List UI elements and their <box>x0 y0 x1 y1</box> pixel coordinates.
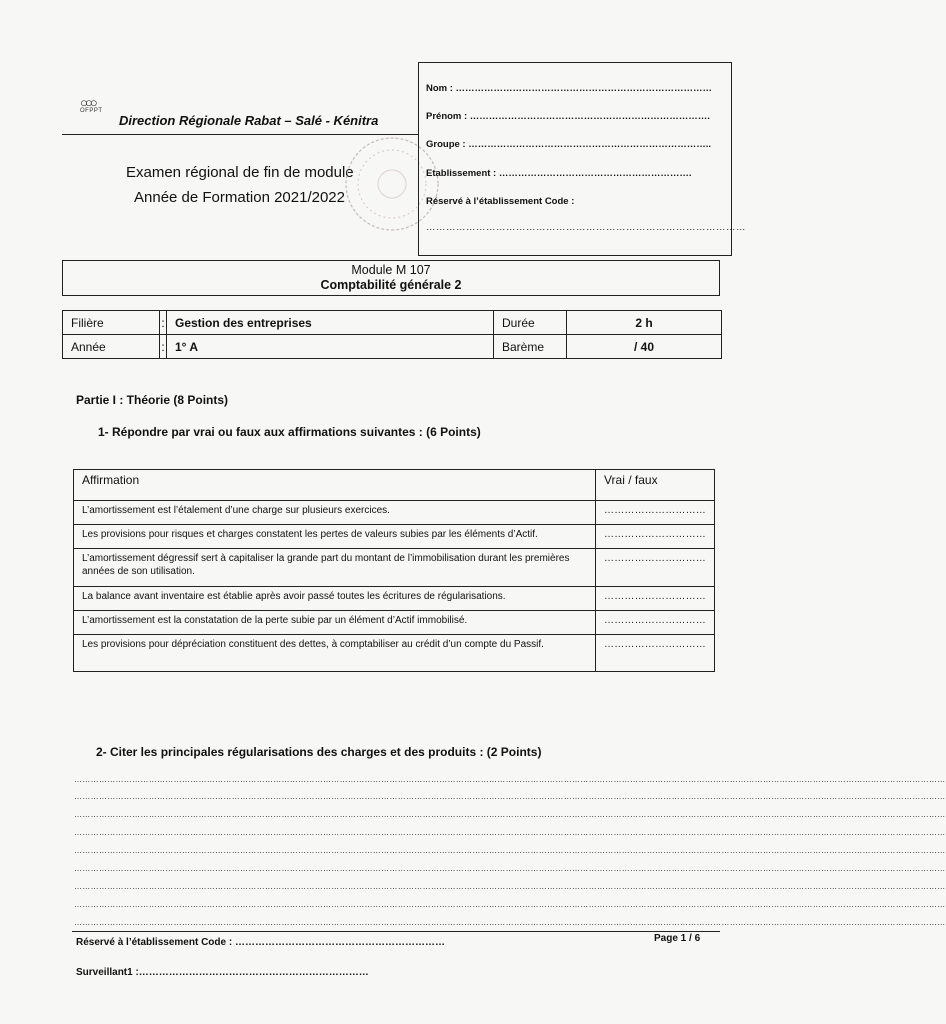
question-2: 2- Citer les principales régularisations des charges et des produits : (2 Points) <box>96 745 542 759</box>
table-row <box>74 587 715 611</box>
bareme-value: / 40 <box>567 335 722 359</box>
answer-line[interactable]: ……………………………………………………………………………………………………………………………………………………………………………………………………………………………………………………………………………………… <box>74 864 946 873</box>
exam-info-table <box>62 310 722 359</box>
nom-field[interactable]: Nom : ……………………………………………………………………… <box>426 83 713 94</box>
footer-reserve-code: Réservé à l’établissement Code : ……………………………………………………… <box>76 937 445 948</box>
exam-title: Examen régional de fin de module <box>126 164 354 181</box>
annee-row <box>63 335 722 359</box>
module-number: Module M 107 <box>351 263 431 277</box>
bareme-label: Barème <box>494 335 567 359</box>
ofppt-logo <box>80 95 110 116</box>
duree-value: 2 h <box>567 311 722 335</box>
etablissement-field[interactable]: Etablissement : ……………………………………………………. <box>426 168 692 179</box>
table-row <box>74 635 715 672</box>
footer-divider <box>72 931 720 932</box>
answer-line[interactable]: ……………………………………………………………………………………………………………………………………………………………………………………………………………………………………………………………………………………… <box>74 810 946 819</box>
affirmation-header: Affirmation <box>74 470 596 501</box>
question-1: 1- Répondre par vrai ou faux aux affirmations suivantes : (6 Points) <box>98 425 481 439</box>
affirmation-text: Les provisions pour risques et charges constatent les pertes de valeurs subies par les éléments d’Actif. <box>74 525 596 549</box>
answer-line[interactable]: ……………………………………………………………………………………………………………………………………………………………………………………………………………………………………………………………………………………… <box>74 918 946 927</box>
answer-line[interactable]: ……………………………………………………………………………………………………………………………………………………………………………………………………………………………………………………………………………………… <box>74 792 946 801</box>
affirmation-text: L’amortissement dégressif sert à capitaliser la grande part du montant de l’immobilisation durant les premières années de son utilisation. <box>74 549 596 587</box>
affirmation-text: La balance avant inventaire est établie après avoir passé toutes les écritures de régularisations. <box>74 587 596 611</box>
affirmation-text: L’amortissement est la constatation de la perte subie par un élément d’Actif immobilisé. <box>74 611 596 635</box>
module-name: Comptabilité générale 2 <box>320 278 462 292</box>
prenom-field[interactable]: Prénom : …………………………………………………………………. <box>426 111 710 122</box>
logo-text: OFPPT <box>80 108 103 114</box>
answer-line[interactable]: ……………………………………………………………………………………………………………………………………………………………………………………………………………………………………………………………………………………… <box>74 775 946 784</box>
table-row <box>74 549 715 587</box>
filiere-label: Filière <box>63 311 160 335</box>
reserve-code-label: Réservé à l’établissement Code : <box>426 196 575 207</box>
module-box <box>62 260 720 296</box>
reserve-code-field[interactable]: …………………………………………………………………………………… <box>426 222 746 233</box>
answer-field[interactable]: ………………………… <box>596 635 715 672</box>
answer-field[interactable]: ………………………… <box>596 611 715 635</box>
table-row <box>74 501 715 525</box>
affirmation-text: L’amortissement est l’étalement d’une charge sur plusieurs exercices. <box>74 501 596 525</box>
groupe-field[interactable]: Groupe : ………………………………………………………………….. <box>426 139 711 150</box>
duree-label: Durée <box>494 311 567 335</box>
answer-line[interactable]: ……………………………………………………………………………………………………………………………………………………………………………………………………………………………………………………………………………………… <box>74 828 946 837</box>
answer-line[interactable]: ……………………………………………………………………………………………………………………………………………………………………………………………………………………………………………………………………………………… <box>74 882 946 891</box>
annee-value: 1° A <box>167 335 494 359</box>
surveillant-field[interactable]: Surveillant1 :…………………………………………………………… <box>76 967 369 978</box>
table-row <box>74 525 715 549</box>
annee-label: Année <box>63 335 160 359</box>
page-number: Page 1 / 6 <box>654 933 701 944</box>
answer-field[interactable]: ………………………… <box>596 501 715 525</box>
direction-regionale: Direction Régionale Rabat – Salé - Kénitra <box>119 113 379 128</box>
partie-title: Partie I : Théorie (8 Points) <box>76 393 229 407</box>
filiere-row <box>63 311 722 335</box>
answer-field[interactable]: ………………………… <box>596 587 715 611</box>
colon: : <box>160 311 167 335</box>
colon: : <box>160 335 167 359</box>
table-row <box>74 611 715 635</box>
affirmations-table <box>73 469 715 672</box>
filiere-value: Gestion des entreprises <box>167 311 494 335</box>
answer-line[interactable]: ……………………………………………………………………………………………………………………………………………………………………………………………………………………………………………………………………………………… <box>74 900 946 909</box>
affirmation-text: Les provisions pour dépréciation constituent des dettes, à comptabiliser au crédit d’un compte du Passif. <box>74 635 596 672</box>
answer-line[interactable]: ……………………………………………………………………………………………………………………………………………………………………………………………………………………………………………………………………………………… <box>74 846 946 855</box>
logo-rings-icon: ○○○ <box>80 95 95 110</box>
formation-year: Année de Formation 2021/2022 <box>134 189 345 206</box>
answer-field[interactable]: ………………………… <box>596 525 715 549</box>
vrai-faux-header: Vrai / faux <box>596 470 715 501</box>
answer-field[interactable]: ………………………… <box>596 549 715 587</box>
